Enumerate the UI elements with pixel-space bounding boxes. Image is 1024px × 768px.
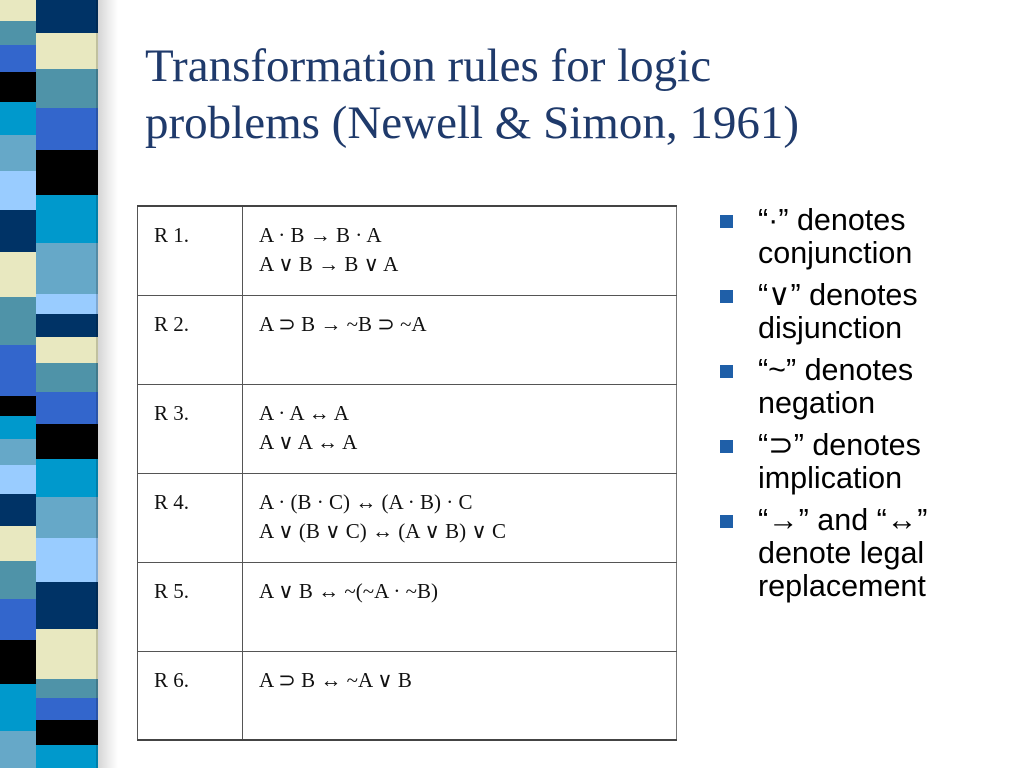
rule-formula-line: A · B → B · A	[259, 223, 382, 247]
strip-block	[0, 561, 36, 599]
strip-block	[98, 736, 118, 755]
strip-block	[98, 394, 118, 420]
rule-label: R 2.	[138, 295, 243, 384]
strip-block	[98, 686, 118, 736]
strip-block	[98, 165, 118, 207]
rule-label: R 6.	[138, 651, 243, 740]
rule-label: R 5.	[138, 562, 243, 651]
note-text: “~” denotes negation	[758, 353, 914, 420]
strip-block	[36, 497, 98, 538]
rule-formula-line: A ∨ (B ∨ C) ↔ (A ∨ B) ∨ C	[259, 518, 506, 543]
strip-block	[0, 439, 36, 465]
strip-block	[36, 679, 98, 698]
rule-formula-line: A · (B · C) ↔ (A · B) · C	[259, 489, 473, 514]
strip-block	[98, 595, 118, 639]
square-bullet-icon	[720, 290, 733, 303]
strip-block	[98, 449, 118, 481]
strip-block	[36, 629, 98, 679]
strip-block	[0, 72, 36, 102]
strip-block	[36, 0, 98, 33]
strip-block	[98, 252, 118, 300]
strip-block	[36, 337, 98, 363]
strip-block	[36, 243, 98, 294]
rule-label: R 4.	[138, 473, 243, 562]
strip-block	[36, 538, 98, 582]
table-row	[138, 562, 677, 651]
strip-block	[98, 207, 118, 252]
strip-block	[0, 345, 36, 396]
strip-block	[0, 21, 36, 45]
strip-block	[98, 300, 118, 351]
strip-block	[98, 57, 118, 90]
strip-block	[98, 481, 118, 516]
strip-block	[98, 126, 118, 165]
strip-block	[0, 731, 36, 768]
table-row	[138, 473, 677, 562]
strip-block	[0, 252, 36, 297]
strip-block	[0, 396, 36, 416]
strip-block	[0, 171, 36, 210]
square-bullet-icon	[720, 365, 733, 378]
rule-formula-line: A ∨ B ↔ ~(~A · ~B)	[259, 578, 438, 603]
rule-formula	[243, 206, 677, 295]
rule-formula-line: A ⊃ B ↔ ~A ∨ B	[259, 667, 412, 692]
strip-block	[0, 599, 36, 640]
note-text: “→” and “↔” denote legal replacement	[758, 503, 928, 603]
strip-block	[0, 526, 36, 561]
strip-column	[98, 0, 118, 768]
strip-block	[0, 684, 36, 731]
rule-label: R 1.	[138, 206, 243, 295]
strip-block	[0, 0, 36, 21]
rule-formula-line: A ⊃ B → ~B ⊃ ~A	[259, 311, 427, 336]
table-row	[138, 384, 677, 473]
strip-block	[36, 69, 98, 108]
rule-formula-line: A ∨ A ↔ A	[259, 429, 358, 454]
rule-label: R 3.	[138, 384, 243, 473]
strip-block	[0, 297, 36, 345]
strip-block	[98, 27, 118, 57]
rule-formula	[243, 384, 677, 473]
square-bullet-icon	[720, 215, 733, 228]
strip-block	[0, 465, 36, 494]
strip-block	[0, 210, 36, 252]
strip-block	[98, 755, 118, 768]
strip-block	[0, 102, 36, 135]
strip-column	[36, 0, 98, 768]
table-row	[138, 295, 677, 384]
strip-block	[98, 554, 118, 595]
strip-block	[36, 294, 98, 314]
page-title-line-1: Transformation rules for logic	[145, 40, 712, 92]
strip-block	[0, 416, 36, 439]
strip-block	[36, 108, 98, 150]
strip-block	[98, 420, 118, 449]
strip-block	[36, 363, 98, 392]
strip-block	[36, 698, 98, 720]
strip-block	[0, 640, 36, 684]
square-bullet-icon	[720, 515, 733, 528]
symbol-notes-list	[716, 204, 1016, 612]
strip-block	[0, 494, 36, 526]
table-row	[138, 206, 677, 295]
rule-formula-line: A ∨ B → B ∨ A	[259, 252, 399, 276]
strip-block	[98, 90, 118, 126]
strip-block	[98, 0, 118, 27]
strip-block	[98, 639, 118, 686]
strip-block	[36, 392, 98, 424]
list-item	[716, 504, 1016, 603]
page-title	[145, 38, 1005, 152]
rule-formula	[243, 473, 677, 562]
strip-block	[36, 459, 98, 497]
strip-block	[36, 33, 98, 69]
strip-block	[36, 314, 98, 337]
transformation-rules-table	[137, 205, 677, 741]
strip-block	[98, 371, 118, 394]
list-item	[716, 279, 1016, 345]
rule-formula	[243, 651, 677, 740]
strip-block	[0, 45, 36, 72]
strip-block	[0, 135, 36, 171]
strip-block	[36, 745, 98, 768]
list-item	[716, 429, 1016, 495]
rule-formula-line: A · A ↔ A	[259, 400, 349, 425]
note-text: “⊃” denotes implication	[758, 428, 921, 495]
strip-column	[0, 0, 36, 768]
note-text: “·” denotes conjunction	[758, 203, 913, 270]
note-text: “∨” denotes disjunction	[758, 278, 918, 345]
list-item	[716, 204, 1016, 270]
table-row	[138, 651, 677, 740]
rule-formula	[243, 295, 677, 384]
square-bullet-icon	[720, 440, 733, 453]
strip-block	[98, 516, 118, 554]
rule-formula	[243, 562, 677, 651]
strip-block	[36, 720, 98, 745]
strip-block	[98, 351, 118, 371]
strip-block	[36, 424, 98, 459]
list-item	[716, 354, 1016, 420]
strip-block	[36, 195, 98, 243]
decorative-side-strip	[0, 0, 118, 768]
strip-block	[36, 150, 98, 195]
strip-block	[36, 582, 98, 629]
page-title-line-2: problems (Newell & Simon, 1961)	[145, 97, 800, 149]
